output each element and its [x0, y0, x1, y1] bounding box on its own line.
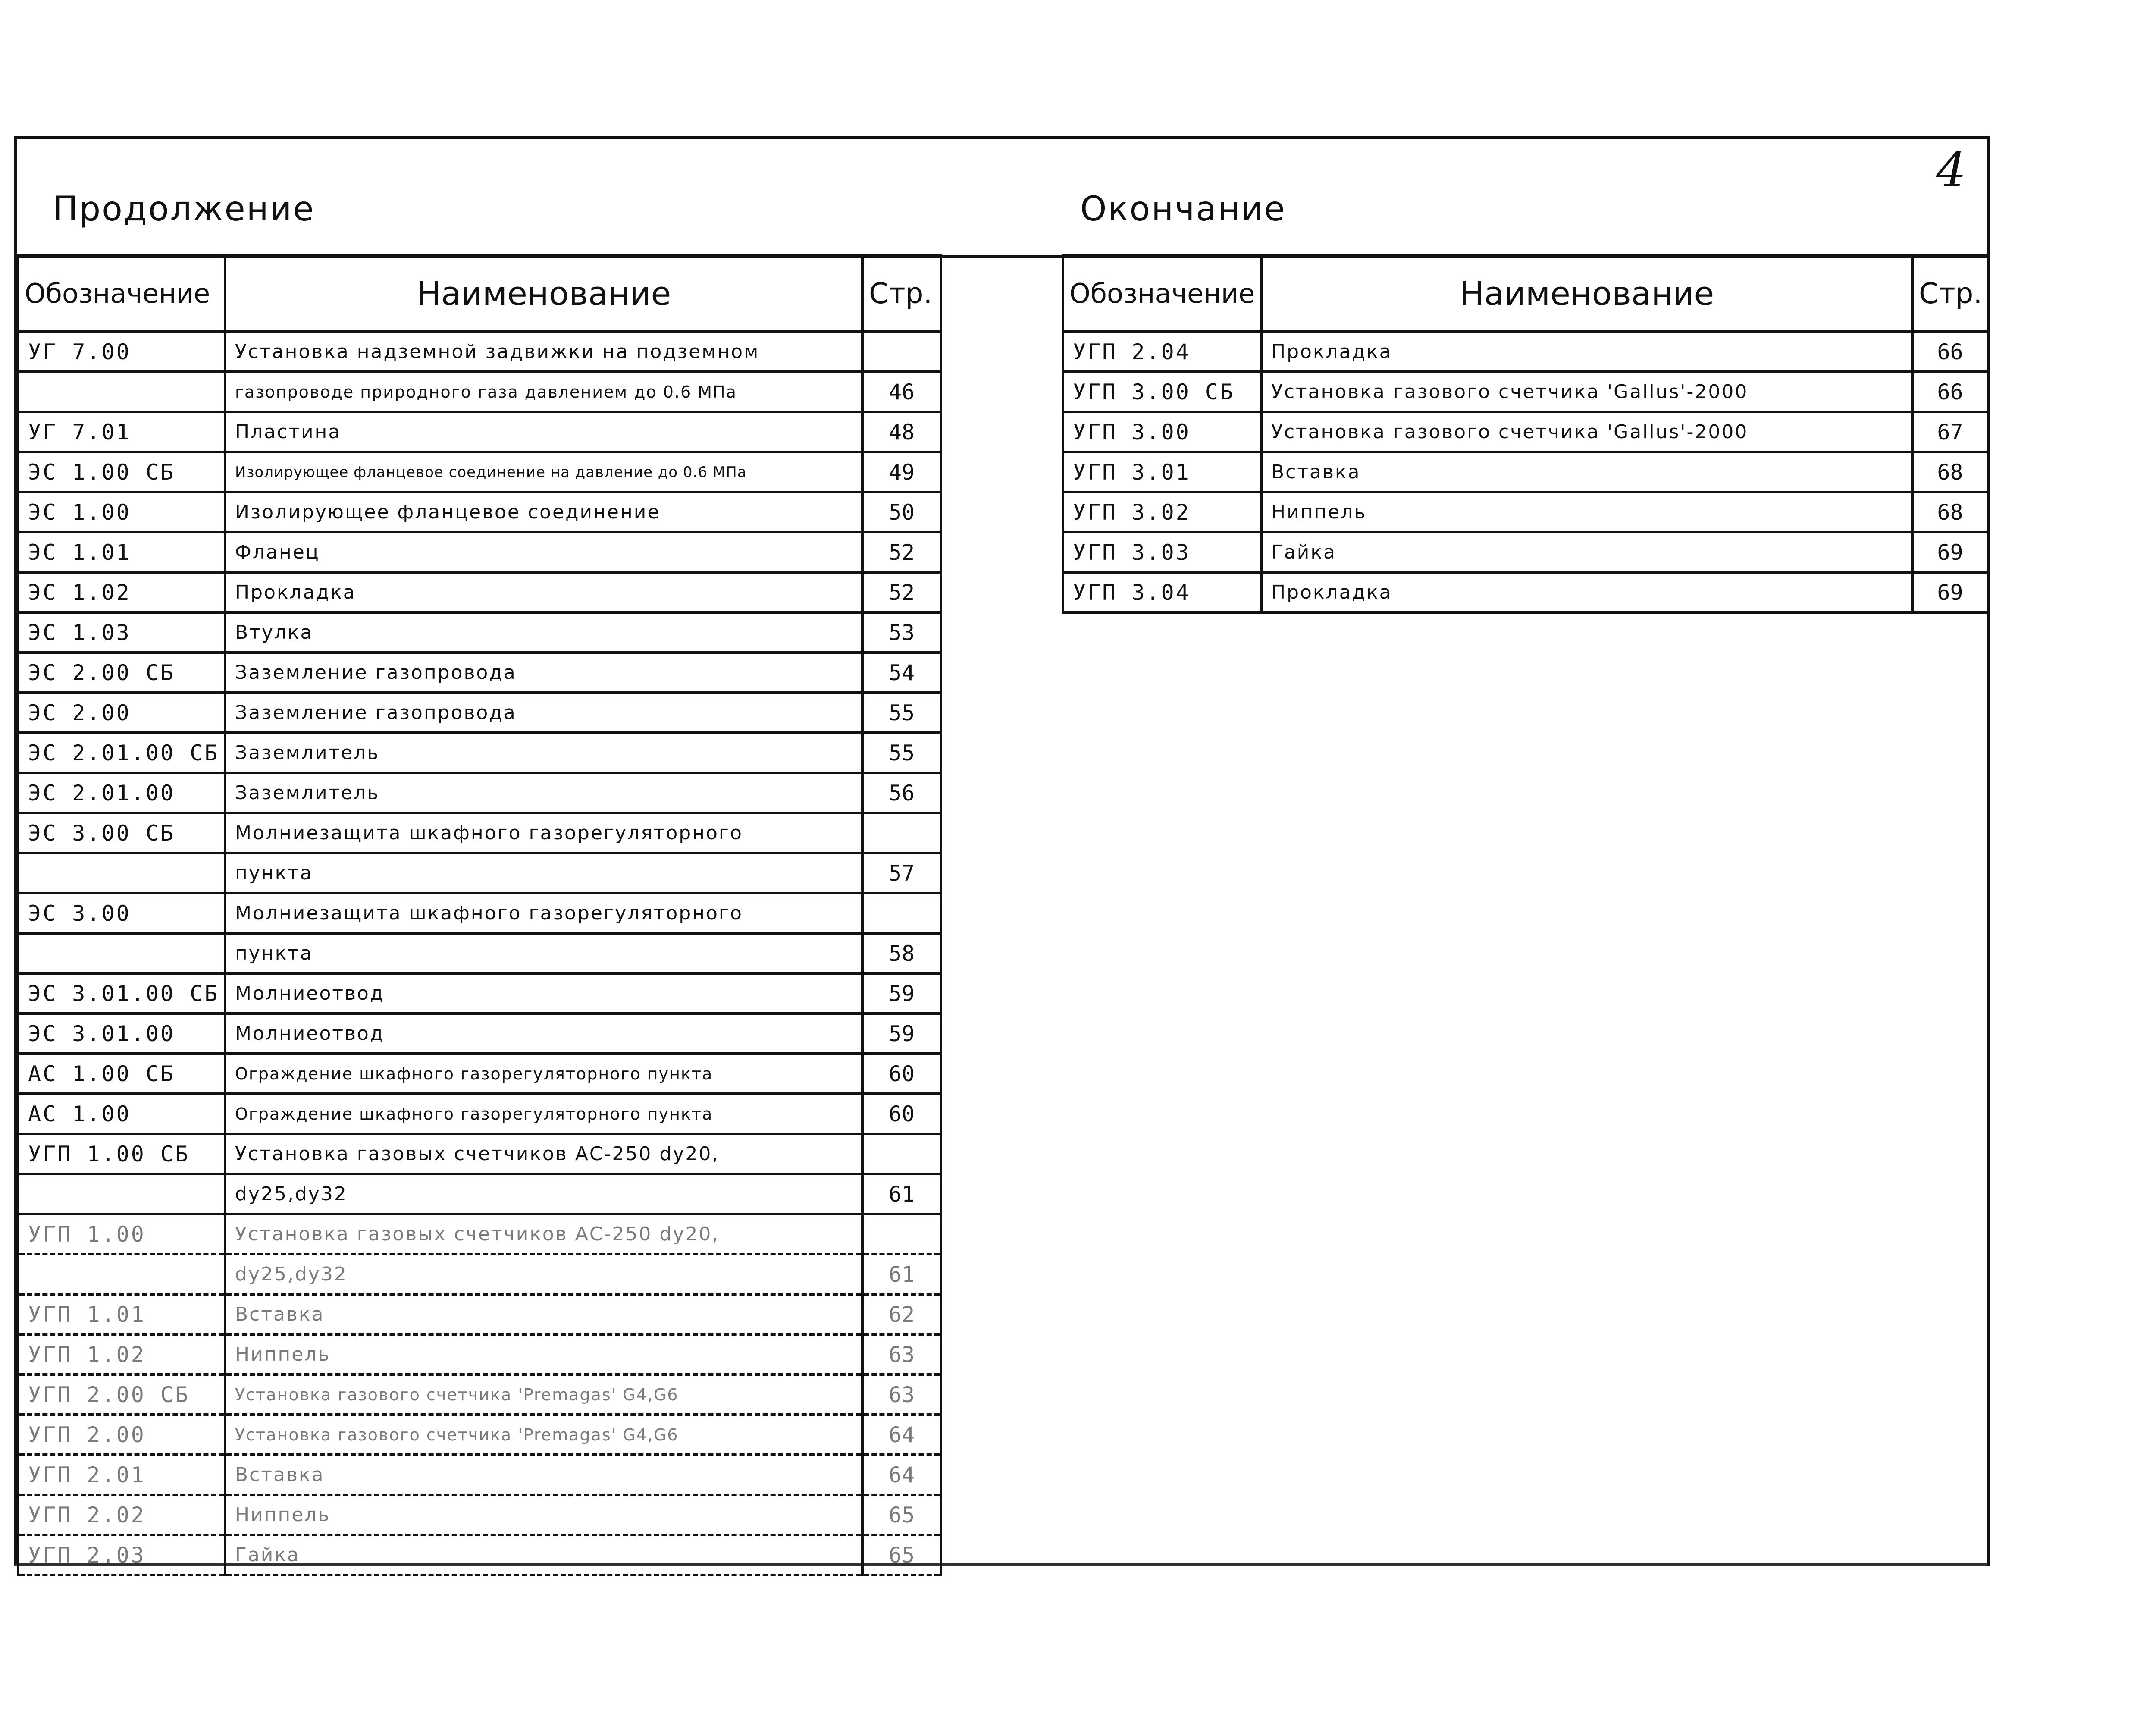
table-row	[18, 612, 941, 653]
name-cell: Прокладка	[225, 572, 862, 612]
code-cell: УГП 3.03	[1063, 532, 1261, 572]
table-row	[18, 572, 941, 612]
code-cell	[18, 1254, 225, 1294]
name-cell: Ниппель	[1261, 492, 1912, 532]
table-header-row	[1063, 255, 1988, 332]
code-cell: ЭС 3.00 СБ	[18, 813, 225, 853]
code-cell: ЭС 1.01	[18, 532, 225, 572]
code-cell: ЭС 1.03	[18, 612, 225, 653]
left-section-title: Продолжение	[53, 190, 315, 229]
table-row	[18, 1374, 941, 1415]
table-row	[18, 853, 941, 893]
table-row	[18, 1013, 941, 1054]
page-cell: 63	[862, 1334, 941, 1374]
code-cell: УГП 1.00	[18, 1214, 225, 1254]
code-cell: УГ 7.00	[18, 332, 225, 372]
code-cell: УГ 7.01	[18, 412, 225, 452]
name-cell: Ниппель	[225, 1495, 862, 1535]
table-row	[18, 1495, 941, 1535]
code-cell	[18, 372, 225, 412]
code-cell: УГП 2.04	[1063, 332, 1261, 372]
page-cell: 55	[862, 693, 941, 733]
page-cell: 56	[862, 773, 941, 813]
name-cell: Заземление газопровода	[225, 693, 862, 733]
name-cell: Вставка	[225, 1294, 862, 1334]
table-row	[18, 1214, 941, 1254]
name-cell: Гайка	[1261, 532, 1912, 572]
table-row	[18, 1415, 941, 1455]
page-cell: 59	[862, 1013, 941, 1054]
name-cell: Прокладка	[1261, 572, 1912, 612]
code-cell: УГП 1.01	[18, 1294, 225, 1334]
page-cell: 69	[1912, 572, 1988, 612]
page-cell	[862, 332, 941, 372]
name-cell: Молниезащита шкафного газорегуляторного	[225, 893, 862, 933]
name-cell: газопроводе природного газа давлением до 0.6 МПа	[225, 372, 862, 412]
code-cell: ЭС 1.00 СБ	[18, 452, 225, 492]
right-contents-table	[1062, 254, 1989, 614]
page-cell: 49	[862, 452, 941, 492]
table-row	[18, 372, 941, 412]
name-cell: Молниеотвод	[225, 973, 862, 1013]
table-row	[18, 332, 941, 372]
code-cell: АС 1.00 СБ	[18, 1054, 225, 1094]
page-cell: 62	[862, 1294, 941, 1334]
name-cell: Изолирующее фланцевое соединение	[225, 492, 862, 532]
table-header-row	[18, 255, 941, 332]
name-cell: Молниеотвод	[225, 1013, 862, 1054]
code-cell: ЭС 2.00 СБ	[18, 653, 225, 693]
code-cell: УГП 3.01	[1063, 452, 1261, 492]
table-row	[1063, 332, 1988, 372]
name-cell: Установка газовых счетчиков АС-250 dу20,	[225, 1134, 862, 1174]
header-page: Стр.	[1912, 255, 1988, 332]
page-cell: 61	[862, 1174, 941, 1214]
code-cell: УГП 3.00	[1063, 412, 1261, 452]
code-cell: ЭС 3.01.00	[18, 1013, 225, 1054]
page-cell: 66	[1912, 332, 1988, 372]
name-cell: Установка газового счетчика 'Premagas' G4,G6	[225, 1415, 862, 1455]
page-cell: 66	[1912, 372, 1988, 412]
table-row	[18, 452, 941, 492]
page-cell	[862, 1214, 941, 1254]
name-cell: Заземление газопровода	[225, 653, 862, 693]
name-cell: dу25,dу32	[225, 1174, 862, 1214]
code-cell: УГП 1.00 СБ	[18, 1134, 225, 1174]
page-cell	[862, 893, 941, 933]
code-cell: УГП 2.00	[18, 1415, 225, 1455]
right-frame-edge	[1987, 136, 1990, 1566]
code-cell: УГП 3.02	[1063, 492, 1261, 532]
page-number: 4	[1936, 142, 1966, 198]
table-row	[18, 1455, 941, 1495]
code-cell: ЭС 3.00	[18, 893, 225, 933]
code-cell: УГП 3.00 СБ	[1063, 372, 1261, 412]
name-cell: Установка надземной задвижки на подземном	[225, 332, 862, 372]
code-cell: ЭС 2.01.00 СБ	[18, 733, 225, 773]
name-cell: пункта	[225, 933, 862, 973]
name-cell: Установка газового счетчика 'Gallus'-2000	[1261, 372, 1912, 412]
table-row	[18, 813, 941, 853]
name-cell: Молниезащита шкафного газорегуляторного	[225, 813, 862, 853]
table-row	[18, 893, 941, 933]
header-code: Обозначение	[18, 255, 225, 332]
header-name: Наименование	[1261, 255, 1912, 332]
code-cell: УГП 2.01	[18, 1455, 225, 1495]
name-cell: Ниппель	[225, 1334, 862, 1374]
table-row	[18, 933, 941, 973]
name-cell: Пластина	[225, 412, 862, 452]
table-row	[1063, 372, 1988, 412]
name-cell: Изолирующее фланцевое соединение на давление до 0.6 МПа	[225, 452, 862, 492]
name-cell: Установка газовых счетчиков АС-250 dу20,	[225, 1214, 862, 1254]
table-row	[18, 1174, 941, 1214]
code-cell	[18, 853, 225, 893]
page-cell: 52	[862, 532, 941, 572]
table-row	[18, 532, 941, 572]
table-row	[18, 412, 941, 452]
page-cell: 60	[862, 1094, 941, 1134]
name-cell: Гайка	[225, 1535, 862, 1575]
code-cell: ЭС 1.00	[18, 492, 225, 532]
name-cell: Вставка	[1261, 452, 1912, 492]
code-cell: УГП 2.02	[18, 1495, 225, 1535]
code-cell: ЭС 2.00	[18, 693, 225, 733]
page-cell: 61	[862, 1254, 941, 1294]
name-cell: Заземлитель	[225, 733, 862, 773]
page-cell	[862, 1134, 941, 1174]
page-cell: 65	[862, 1495, 941, 1535]
page-cell: 68	[1912, 492, 1988, 532]
name-cell: пункта	[225, 853, 862, 893]
name-cell: Прокладка	[1261, 332, 1912, 372]
name-cell: Установка газового счетчика 'Premagas' G4,G6	[225, 1374, 862, 1415]
page-cell: 58	[862, 933, 941, 973]
page-cell: 54	[862, 653, 941, 693]
table-row	[1063, 572, 1988, 612]
table-row	[18, 492, 941, 532]
table-row	[18, 973, 941, 1013]
page-cell: 64	[862, 1415, 941, 1455]
code-cell: ЭС 1.02	[18, 572, 225, 612]
right-section-title: Окончание	[1080, 190, 1286, 229]
table-row	[1063, 492, 1988, 532]
page-cell: 59	[862, 973, 941, 1013]
code-cell: АС 1.00	[18, 1094, 225, 1134]
page-cell: 48	[862, 412, 941, 452]
code-cell	[18, 933, 225, 973]
code-cell: УГП 2.03	[18, 1535, 225, 1575]
name-cell: Фланец	[225, 532, 862, 572]
page-cell	[862, 813, 941, 853]
name-cell: Ограждение шкафного газорегуляторного пункта	[225, 1054, 862, 1094]
page-cell: 53	[862, 612, 941, 653]
page-cell: 52	[862, 572, 941, 612]
name-cell: Заземлитель	[225, 773, 862, 813]
page-cell: 68	[1912, 452, 1988, 492]
table-row	[1063, 412, 1988, 452]
table-row	[18, 773, 941, 813]
table-row	[18, 1334, 941, 1374]
page-cell: 50	[862, 492, 941, 532]
table-row	[18, 1134, 941, 1174]
name-cell: Ограждение шкафного газорегуляторного пункта	[225, 1094, 862, 1134]
table-row	[1063, 452, 1988, 492]
name-cell: Установка газового счетчика 'Gallus'-2000	[1261, 412, 1912, 452]
page-cell: 67	[1912, 412, 1988, 452]
header-name: Наименование	[225, 255, 862, 332]
table-row	[1063, 532, 1988, 572]
page-cell: 55	[862, 733, 941, 773]
header-code: Обозначение	[1063, 255, 1261, 332]
code-cell	[18, 1174, 225, 1214]
page-cell: 60	[862, 1054, 941, 1094]
page-cell: 69	[1912, 532, 1988, 572]
table-row	[18, 1054, 941, 1094]
code-cell: УГП 3.04	[1063, 572, 1261, 612]
page-cell: 57	[862, 853, 941, 893]
page-cell: 65	[862, 1535, 941, 1575]
table-row	[18, 1254, 941, 1294]
name-cell: dу25,dу32	[225, 1254, 862, 1294]
code-cell: УГП 1.02	[18, 1334, 225, 1374]
name-cell: Вставка	[225, 1455, 862, 1495]
table-row	[18, 693, 941, 733]
table-row	[18, 653, 941, 693]
left-contents-table	[17, 254, 942, 1576]
header-page: Стр.	[862, 255, 941, 332]
page-cell: 63	[862, 1374, 941, 1415]
table-row	[18, 1094, 941, 1134]
page-cell: 46	[862, 372, 941, 412]
code-cell: УГП 2.00 СБ	[18, 1374, 225, 1415]
table-row	[18, 733, 941, 773]
table-row	[18, 1294, 941, 1334]
page-cell: 64	[862, 1455, 941, 1495]
table-row	[18, 1535, 941, 1575]
name-cell: Втулка	[225, 612, 862, 653]
code-cell: ЭС 2.01.00	[18, 773, 225, 813]
code-cell: ЭС 3.01.00 СБ	[18, 973, 225, 1013]
